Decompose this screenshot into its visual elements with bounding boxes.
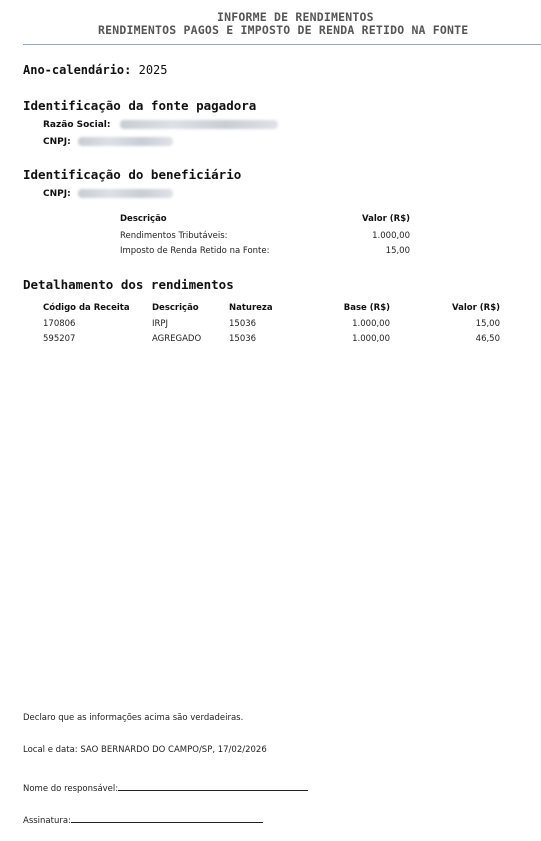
signature-label: Assinatura: [23, 816, 71, 826]
cell-valor: 15,00 [475, 319, 500, 329]
document-subtitle: RENDIMENTOS PAGOS E IMPOSTO DE RENDA RETIDO NA FONTE [98, 23, 469, 37]
signature-line [71, 814, 263, 823]
cell-base: 1.000,00 [352, 319, 390, 329]
details-header-base: Base (R$) [343, 303, 390, 313]
cell-base: 1.000,00 [352, 334, 390, 344]
details-header-codigo: Código da Receita [43, 303, 130, 313]
calendar-year-value: 2025 [138, 63, 168, 77]
cell-codigo: 170806 [43, 319, 76, 329]
payer-cnpj-redacted [78, 137, 173, 146]
local-date-text: Local e data: SAO BERNARDO DO CAMPO/SP, 17/02/2026 [23, 745, 267, 755]
details-header-valor: Valor (R$) [452, 303, 500, 313]
beneficiary-cnpj-redacted [78, 189, 173, 198]
responsible-name-field [23, 782, 308, 794]
details-header-natureza: Natureza [229, 303, 273, 313]
cell-natureza: 15036 [229, 319, 257, 329]
calendar-year-label: Ano-calendário: [23, 63, 132, 77]
cell-descricao: IRPJ [152, 319, 169, 329]
cell-codigo: 595207 [43, 334, 76, 344]
header-divider [23, 44, 541, 45]
document-title: INFORME DE RENDIMENTOS [217, 10, 374, 24]
beneficiary-cnpj-label: CNPJ: [43, 189, 71, 199]
cell-descricao: AGREGADO [152, 334, 202, 344]
summary-row-value: 15,00 [385, 246, 410, 256]
summary-row-desc: Imposto de Renda Retido na Fonte: [120, 246, 270, 256]
cell-valor: 46,50 [475, 334, 500, 344]
payer-razao-label: Razão Social: [43, 120, 111, 130]
beneficiary-section-heading: Identificação do beneficiário [23, 167, 242, 182]
calendar-year [23, 63, 168, 77]
summary-header-description: Descrição [120, 214, 167, 224]
details-header-descricao: Descrição [152, 303, 199, 313]
responsible-name-label: Nome do responsável: [23, 784, 119, 794]
responsible-name-line [118, 782, 308, 791]
summary-header-value: Valor (R$) [362, 214, 410, 224]
details-section-heading: Detalhamento dos rendimentos [23, 277, 234, 292]
payer-section-heading: Identificação da fonte pagadora [23, 98, 257, 113]
summary-row-value: 1.000,00 [372, 231, 410, 241]
payer-cnpj-label: CNPJ: [43, 137, 71, 147]
signature-field [23, 814, 263, 826]
summary-row-desc: Rendimentos Tributáveis: [120, 231, 228, 241]
payer-razao-redacted [120, 120, 278, 129]
declaration-text: Declaro que as informações acima são verdadeiras. [23, 713, 244, 723]
cell-natureza: 15036 [229, 334, 257, 344]
